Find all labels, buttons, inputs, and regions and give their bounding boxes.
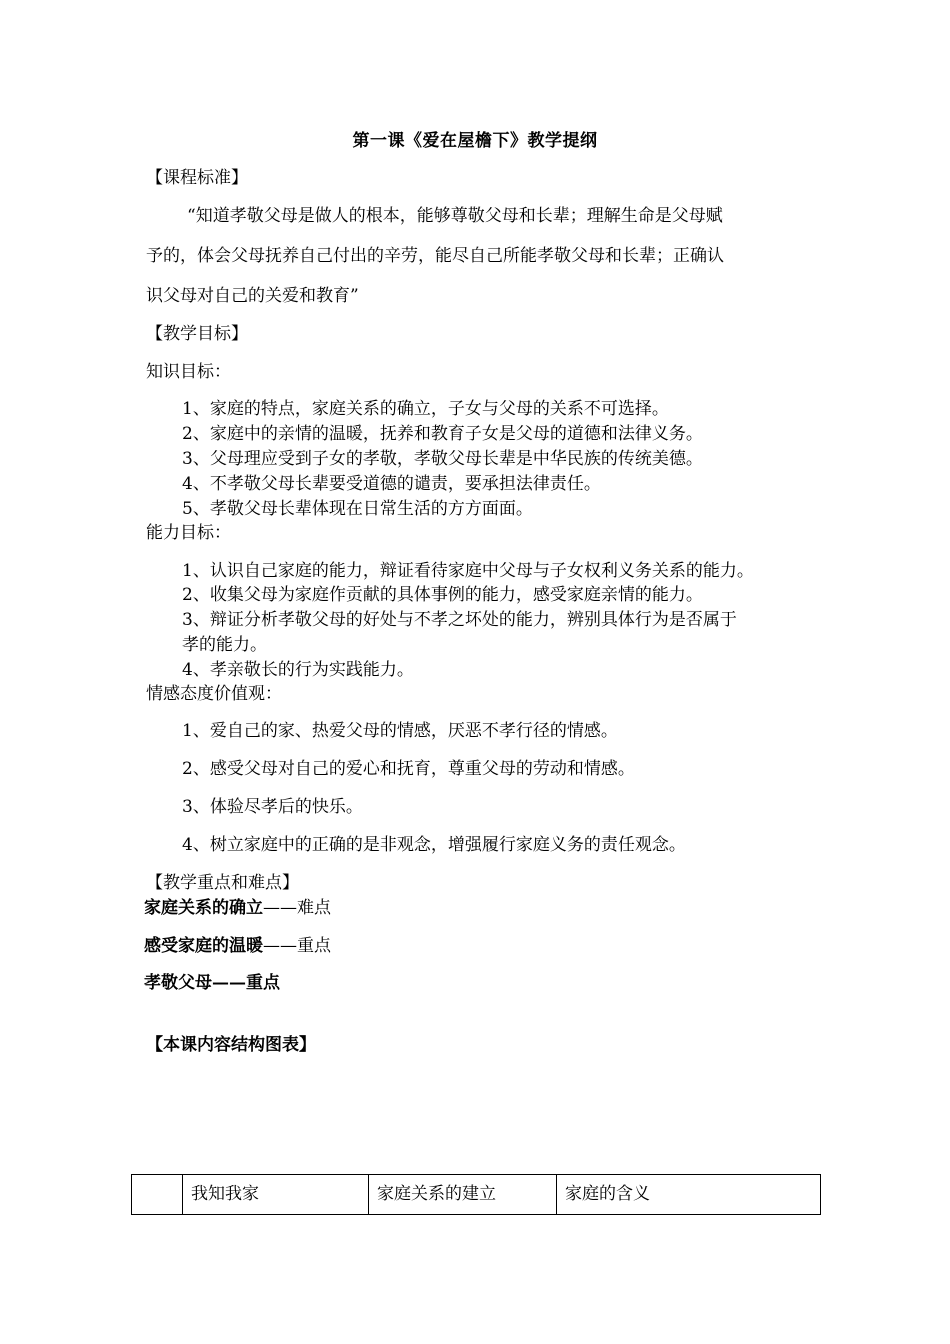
key-point-topic: 感受家庭的温暖 (144, 936, 263, 956)
key-point-tag: 重点 (297, 936, 331, 956)
table-cell (132, 1175, 183, 1215)
list-item: 2、感受父母对自己的爱心和抚育，尊重父母的劳动和情感。 (182, 759, 635, 779)
subheading-attitude-goals: 情感态度价值观： (146, 684, 282, 704)
key-point-dash: —— (263, 936, 297, 956)
table-cell: 家庭的含义 (557, 1175, 821, 1215)
list-item: 4、不孝敬父母长辈要受道德的谴责，要承担法律责任。 (182, 474, 601, 494)
key-point-tag: 难点 (297, 898, 331, 918)
subheading-knowledge-goals: 知识目标： (146, 362, 231, 382)
table-cell: 家庭关系的建立 (369, 1175, 557, 1215)
key-point-line (144, 931, 331, 956)
list-item: 2、家庭中的亲情的温暖，抚养和教育子女是父母的道德和法律义务。 (182, 424, 703, 444)
table-cell: 我知我家 (183, 1175, 369, 1215)
list-item: 2、收集父母为家庭作贡献的具体事例的能力，感受家庭亲情的能力。 (182, 585, 703, 605)
section-heading-course-standard: 【课程标准】 (146, 168, 248, 188)
list-item: 1、家庭的特点，家庭关系的确立，子女与父母的关系不可选择。 (182, 399, 669, 419)
key-point-dash: —— (263, 898, 297, 918)
key-point-line: 孝敬父母——重点 (144, 973, 280, 993)
page-title: 第一课《爱在屋檐下》教学提纲 (352, 131, 598, 151)
paragraph-line: 予的，体会父母抚养自己付出的辛劳，能尽自己所能孝敬父母和长辈；正确认 (146, 246, 724, 266)
section-heading-structure-chart: 【本课内容结构图表】 (146, 1035, 316, 1055)
list-item-continuation: 孝的能力。 (182, 635, 267, 655)
list-item: 1、认识自己家庭的能力，辩证看待家庭中父母与子女权利义务关系的能力。 (182, 561, 754, 581)
subheading-ability-goals: 能力目标： (146, 523, 231, 543)
key-point-topic: 家庭关系的确立 (144, 898, 263, 918)
list-item: 5、孝敬父母长辈体现在日常生活的方方面面。 (182, 499, 533, 519)
list-item: 4、孝亲敬长的行为实践能力。 (182, 660, 414, 680)
table-row (132, 1175, 821, 1215)
list-item: 3、体验尽孝后的快乐。 (182, 797, 363, 817)
list-item: 1、爱自己的家、热爱父母的情感，厌恶不孝行径的情感。 (182, 721, 618, 741)
key-point-line (144, 893, 331, 918)
paragraph-line: “知道孝敬父母是做人的根本，能够尊敬父母和长辈；理解生命是父母赋 (187, 206, 723, 226)
list-item: 3、辩证分析孝敬父母的好处与不孝之坏处的能力，辨别具体行为是否属于 (182, 610, 737, 630)
paragraph-line: 识父母对自己的关爱和教育” (146, 286, 359, 306)
list-item: 4、树立家庭中的正确的是非观念，增强履行家庭义务的责任观念。 (182, 835, 686, 855)
section-heading-key-points: 【教学重点和难点】 (146, 873, 299, 893)
structure-table (131, 1174, 821, 1215)
list-item: 3、父母理应受到子女的孝敬，孝敬父母长辈是中华民族的传统美德。 (182, 449, 703, 469)
section-heading-teaching-goals: 【教学目标】 (146, 324, 248, 344)
